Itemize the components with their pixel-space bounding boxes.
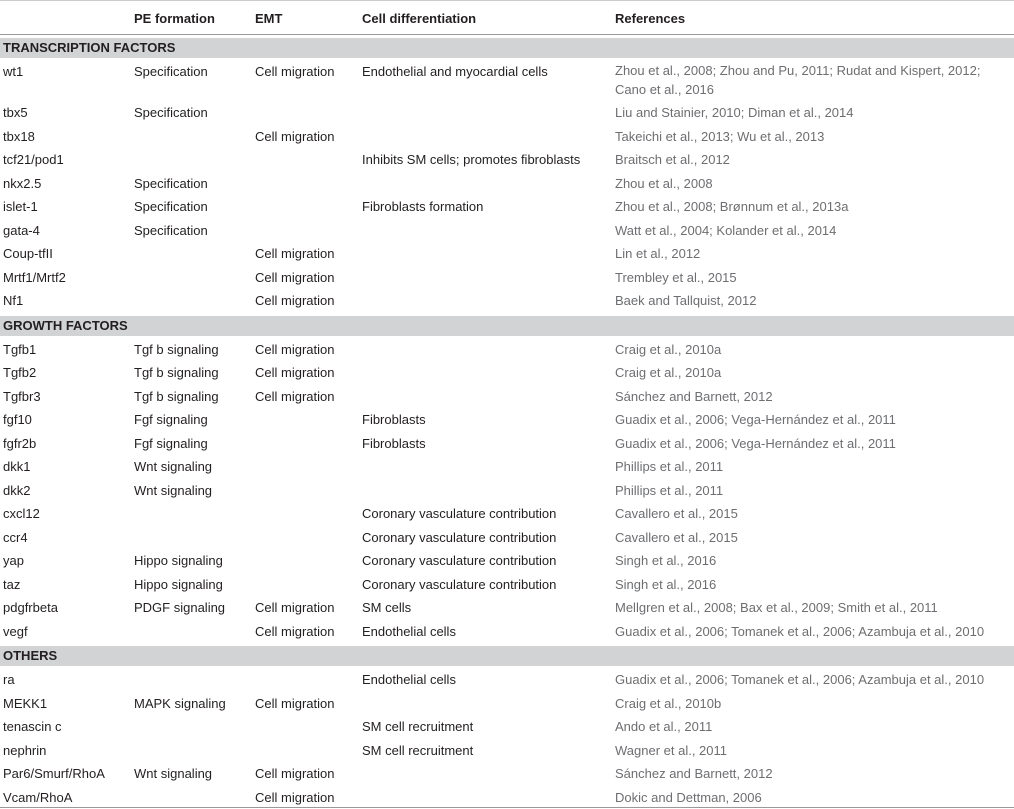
cell-emt: Cell migration: [255, 269, 335, 285]
table-row: [0, 620, 1014, 644]
table-row: [0, 762, 1014, 786]
cell-gene: Coup-tfII: [3, 246, 53, 261]
cell-pe-formation: Tgf b signaling: [134, 365, 219, 380]
cell-gene: Mrtf1/Mrtf2: [3, 269, 66, 285]
cell-pe-formation: Wnt signaling: [134, 459, 213, 474]
cell-gene: MEKK1: [3, 695, 48, 711]
table-row: [0, 573, 1014, 597]
cell-references: Cavallero et al., 2015: [615, 529, 738, 545]
header-references: References: [615, 11, 686, 26]
cell-references: Craig et al., 2010b: [615, 695, 722, 711]
cell-gene: islet-1: [3, 199, 38, 214]
cell-gene: ccr4: [3, 529, 28, 545]
header-emt: EMT: [255, 11, 283, 26]
cell-references: Trembley et al., 2015: [615, 269, 737, 285]
cell-pe-formation: Wnt signaling: [134, 482, 213, 498]
cell-references: Guadix et al., 2006; Tomanek et al., 2006; Azambuja et al., 2010: [615, 672, 985, 687]
cell-gene: cxcl12: [3, 506, 40, 521]
cell-cell-differentiation: Inhibits SM cells; promotes fibroblasts: [362, 152, 581, 167]
cell-gene: tbx5: [3, 105, 28, 120]
cell-emt: Cell migration: [255, 128, 335, 144]
section-title: GROWTH FACTORS: [3, 317, 128, 333]
cell-emt: Cell migration: [255, 365, 335, 380]
table-row: [0, 455, 1014, 479]
cell-cell-differentiation: Endothelial cells: [362, 672, 456, 687]
cell-references: Mellgren et al., 2008; Bax et al., 2009; Smith et al., 2011: [615, 600, 938, 615]
cell-pe-formation: Specification: [134, 105, 208, 120]
cell-references: Craig et al., 2010a: [615, 341, 722, 357]
table-row: [0, 692, 1014, 716]
cell-pe-formation: Wnt signaling: [134, 766, 213, 781]
cell-references: Guadix et al., 2006; Tomanek et al., 2006; Azambuja et al., 2010: [615, 623, 985, 639]
cell-gene: Vcam/RhoA: [3, 789, 73, 805]
cell-references: Singh et al., 2016: [615, 553, 717, 568]
table-row: [0, 195, 1014, 219]
cell-references: Zhou et al., 2008; Brønnum et al., 2013a: [615, 199, 849, 214]
cell-emt: Cell migration: [255, 695, 335, 711]
table-row: [0, 242, 1014, 266]
table-row: [0, 60, 1014, 101]
table-row: [0, 479, 1014, 503]
cell-cell-differentiation: SM cell recruitment: [362, 719, 474, 734]
table-row: [0, 361, 1014, 385]
section-title: TRANSCRIPTION FACTORS: [3, 40, 176, 55]
table-row: [0, 172, 1014, 196]
cell-pe-formation: Fgf signaling: [134, 435, 208, 451]
cell-references: Phillips et al., 2011: [615, 482, 724, 498]
header-cell-differentiation: Cell differentiation: [362, 11, 477, 26]
cell-pe-formation: Specification: [134, 64, 208, 79]
header-pe-formation: PE formation: [134, 11, 215, 26]
table-row: [0, 125, 1014, 149]
section-header: [0, 37, 1014, 59]
cell-references: Guadix et al., 2006; Vega-Hernández et al., 2011: [615, 412, 896, 427]
cell-references: Zhou et al., 2008: [615, 175, 713, 191]
cell-references: Baek and Tallquist, 2012: [615, 293, 757, 308]
cell-cell-differentiation: Fibroblasts formation: [362, 199, 484, 214]
cell-gene: wt1: [3, 64, 24, 79]
cell-emt: Cell migration: [255, 293, 335, 308]
cell-gene: fgf10: [3, 412, 32, 427]
section-header: [0, 315, 1014, 337]
table-row: [0, 502, 1014, 526]
table-row: [0, 266, 1014, 290]
cell-cell-differentiation: Coronary vasculature contribution: [362, 529, 557, 545]
cell-references: Wagner et al., 2011: [615, 742, 728, 758]
cell-pe-formation: MAPK signaling: [134, 695, 226, 711]
cell-cell-differentiation: Coronary vasculature contribution: [362, 506, 557, 521]
cell-pe-formation: Specification: [134, 175, 208, 191]
cell-references: Guadix et al., 2006; Vega-Hernández et al., 2011: [615, 435, 896, 451]
table-row: [0, 148, 1014, 172]
cell-pe-formation: PDGF signaling: [134, 600, 226, 615]
table-row: [0, 739, 1014, 763]
cell-gene: Tgfbr3: [3, 388, 41, 404]
cell-references: Braitsch et al., 2012: [615, 152, 730, 167]
cell-pe-formation: Tgf b signaling: [134, 341, 219, 357]
cell-references: Takeichi et al., 2013; Wu et al., 2013: [615, 128, 825, 144]
table-row: [0, 715, 1014, 739]
table-row: [0, 596, 1014, 620]
table-row: [0, 219, 1014, 243]
cell-pe-formation: Hippo signaling: [134, 576, 223, 592]
cell-gene: fgfr2b: [3, 435, 37, 451]
table-row: [0, 668, 1014, 692]
cell-emt: Cell migration: [255, 789, 335, 805]
cell-references: Sánchez and Barnett, 2012: [615, 766, 773, 781]
cell-references: Zhou et al., 2008; Zhou and Pu, 2011; Rudat and Kispert, 2012; Cano et al., 2016: [615, 63, 981, 97]
cell-pe-formation: Fgf signaling: [134, 412, 208, 427]
cell-pe-formation: Hippo signaling: [134, 553, 223, 568]
cell-references: Singh et al., 2016: [615, 576, 717, 592]
cell-cell-differentiation: Coronary vasculature contribution: [362, 576, 557, 592]
cell-gene: yap: [3, 553, 24, 568]
cell-cell-differentiation: SM cells: [362, 600, 412, 615]
cell-emt: Cell migration: [255, 600, 335, 615]
table-row: [0, 408, 1014, 432]
cell-emt: Cell migration: [255, 623, 335, 639]
cell-cell-differentiation: Endothelial cells: [362, 623, 456, 639]
cell-pe-formation: Specification: [134, 222, 208, 238]
section-title: OTHERS: [3, 648, 58, 663]
table-row: [0, 549, 1014, 573]
cell-gene: nephrin: [3, 742, 47, 758]
cell-emt: Cell migration: [255, 64, 335, 79]
cell-references: Lin et al., 2012: [615, 246, 701, 261]
table-header-row: [0, 0, 1014, 35]
table-row: [0, 289, 1014, 313]
section-header: [0, 645, 1014, 667]
cell-gene: dkk2: [3, 482, 31, 498]
cell-gene: vegf: [3, 623, 28, 639]
cell-cell-differentiation: SM cell recruitment: [362, 742, 474, 758]
cell-pe-formation: Tgf b signaling: [134, 388, 219, 404]
table-row: [0, 432, 1014, 456]
cell-references: Sánchez and Barnett, 2012: [615, 388, 773, 404]
cell-pe-formation: Specification: [134, 199, 208, 214]
table-row: [0, 101, 1014, 125]
table-row: [0, 385, 1014, 409]
cell-references: Phillips et al., 2011: [615, 459, 724, 474]
cell-cell-differentiation: Endothelial and myocardial cells: [362, 64, 548, 79]
cell-references: Cavallero et al., 2015: [615, 506, 738, 521]
cell-emt: Cell migration: [255, 246, 335, 261]
cell-references: Watt et al., 2004; Kolander et al., 2014: [615, 222, 837, 238]
cell-gene: gata-4: [3, 222, 40, 238]
table-row: [0, 338, 1014, 362]
table-row: [0, 526, 1014, 550]
cell-references: Ando et al., 2011: [615, 719, 713, 734]
cell-gene: nkx2.5: [3, 175, 42, 191]
cell-gene: tenascin c: [3, 719, 62, 734]
cell-gene: tbx18: [3, 128, 35, 144]
cell-gene: Tgfb1: [3, 341, 37, 357]
table-body: [0, 37, 1014, 809]
table-row: [0, 786, 1014, 809]
cell-emt: Cell migration: [255, 388, 335, 404]
cell-gene: Tgfb2: [3, 365, 37, 380]
cell-gene: ra: [3, 672, 15, 687]
cell-gene: Nf1: [3, 293, 24, 308]
cell-gene: pdgfrbeta: [3, 600, 58, 615]
cell-gene: Par6/Smurf/RhoA: [3, 766, 105, 781]
cell-gene: dkk1: [3, 459, 31, 474]
table-bottom-rule: [0, 807, 1014, 808]
cell-cell-differentiation: Fibroblasts: [362, 435, 426, 451]
cell-references: Craig et al., 2010a: [615, 365, 722, 380]
cell-cell-differentiation: Fibroblasts: [362, 412, 426, 427]
cell-references: Dokic and Dettman, 2006: [615, 789, 762, 805]
cell-emt: Cell migration: [255, 341, 335, 357]
cell-cell-differentiation: Coronary vasculature contribution: [362, 553, 557, 568]
cell-gene: tcf21/pod1: [3, 152, 64, 167]
cell-references: Liu and Stainier, 2010; Diman et al., 2014: [615, 105, 854, 120]
cell-emt: Cell migration: [255, 766, 335, 781]
cell-gene: taz: [3, 576, 21, 592]
